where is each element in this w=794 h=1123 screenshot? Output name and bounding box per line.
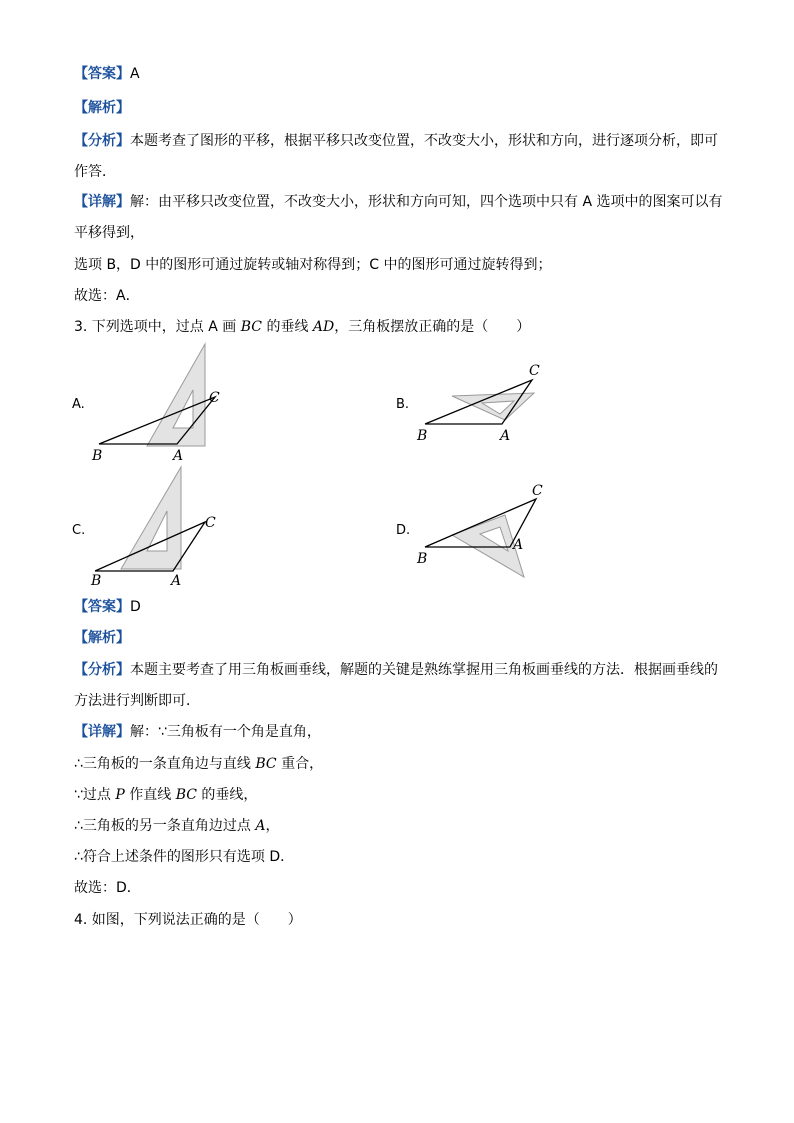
point-a-label: A — [500, 428, 511, 444]
stem-text: 3. 下列选项中，过点 A 画 — [74, 319, 241, 335]
q3-detail-line4 — [74, 816, 279, 836]
detail-bc: BC — [175, 787, 197, 803]
q2-answer-line — [74, 64, 140, 84]
q2-detail-line3: 选项 B，D 中的图形可通过旋转或轴对称得到；C 中的图形可通过旋转得到； — [74, 257, 552, 273]
q3-detail-line3 — [74, 785, 257, 805]
q3-stem — [74, 317, 530, 337]
point-c-label: C — [209, 390, 220, 406]
detail-bc: BC — [255, 756, 277, 772]
fenxi-text: 本题考查了图形的平移，根据平移只改变位置，不改变大小，形状和方向，进行逐项分析，即可 — [130, 133, 718, 149]
analysis-tag: 【解析】 — [74, 100, 130, 116]
q2-conclusion: 故选：A． — [74, 288, 140, 304]
point-c-label: C — [529, 363, 540, 379]
q3-conclusion: 故选：D． — [74, 880, 141, 896]
q2-analysis-line — [74, 98, 130, 118]
detail-text: 重合， — [276, 756, 324, 772]
option-c-label: C. — [72, 523, 86, 538]
fenxi-text: 本题主要考查了用三角板画垂线，解题的关键是熟练掌握用三角板画垂线的方法．根据画垂线的 — [130, 662, 718, 678]
q4-stem: 4. 如图，下列说法正确的是（ ） — [74, 912, 302, 928]
detail-text: ∴三角板的一条直角边与直线 — [74, 756, 256, 772]
point-b-label: B — [417, 551, 428, 567]
fenxi-tag: 【分析】 — [74, 133, 130, 149]
answer-tag: 【答案】 — [74, 66, 130, 82]
stem-text: ，三角板摆放正确的是（ ） — [334, 319, 531, 335]
stem-ad: AD — [312, 319, 335, 335]
point-c-label: C — [532, 483, 543, 499]
detail-tag: 【详解】 — [74, 724, 130, 740]
answer-tag: 【答案】 — [74, 599, 130, 615]
q3-detail-line1 — [74, 722, 321, 742]
answer-value: A — [130, 66, 140, 82]
detail-p: P — [115, 787, 125, 803]
stem-bc: BC — [240, 319, 263, 335]
q2-fenxi-line2: 作答． — [74, 164, 116, 180]
q2-fenxi-line1 — [74, 131, 718, 151]
point-b-label: B — [92, 448, 103, 464]
option-a-figure — [85, 340, 255, 465]
detail-text: ∴三角板的另一条直角边过点 — [74, 818, 256, 834]
point-b-label: B — [91, 573, 102, 589]
detail-a: A — [255, 818, 266, 834]
option-b-label: B. — [396, 397, 410, 412]
q3-answer-line — [74, 597, 141, 617]
detail-text: ， — [265, 818, 280, 834]
option-d-figure — [410, 480, 560, 580]
fenxi-tag: 【分析】 — [74, 662, 130, 678]
answer-value: D — [130, 599, 141, 615]
q3-detail-line5: ∴符合上述条件的图形只有选项 D． — [74, 849, 295, 865]
option-a-label: A. — [72, 397, 85, 412]
q3-fenxi-line1 — [74, 660, 718, 680]
q3-analysis-line — [74, 628, 130, 648]
stem-text: 的垂线 — [262, 319, 313, 335]
detail-text: 解：由平移只改变位置，不改变大小，形状和方向可知，四个选项中只有 A 选项中的图案可以有 — [130, 194, 723, 210]
point-a-label: A — [513, 537, 524, 553]
detail-text: 作直线 — [124, 787, 176, 803]
analysis-tag: 【解析】 — [74, 630, 130, 646]
set-square — [121, 467, 181, 569]
detail-text: ∵过点 — [74, 787, 116, 803]
point-a-label: A — [173, 448, 184, 464]
option-c-figure — [85, 465, 255, 590]
detail-tag: 【详解】 — [74, 194, 130, 210]
point-a-label: A — [171, 573, 182, 589]
point-c-label: C — [205, 515, 216, 531]
point-b-label: B — [417, 428, 428, 444]
option-d-label: D. — [396, 523, 411, 538]
q2-detail-line1 — [74, 192, 722, 212]
detail-text: 解：∵三角板有一个角是直角， — [130, 724, 321, 740]
q3-detail-line2 — [74, 754, 323, 774]
set-square — [147, 344, 205, 446]
detail-text: 的垂线， — [196, 787, 258, 803]
option-b-figure — [410, 358, 560, 448]
q3-fenxi-line2: 方法进行判断即可． — [74, 693, 200, 709]
q2-detail-line2: 平移得到， — [74, 225, 144, 241]
